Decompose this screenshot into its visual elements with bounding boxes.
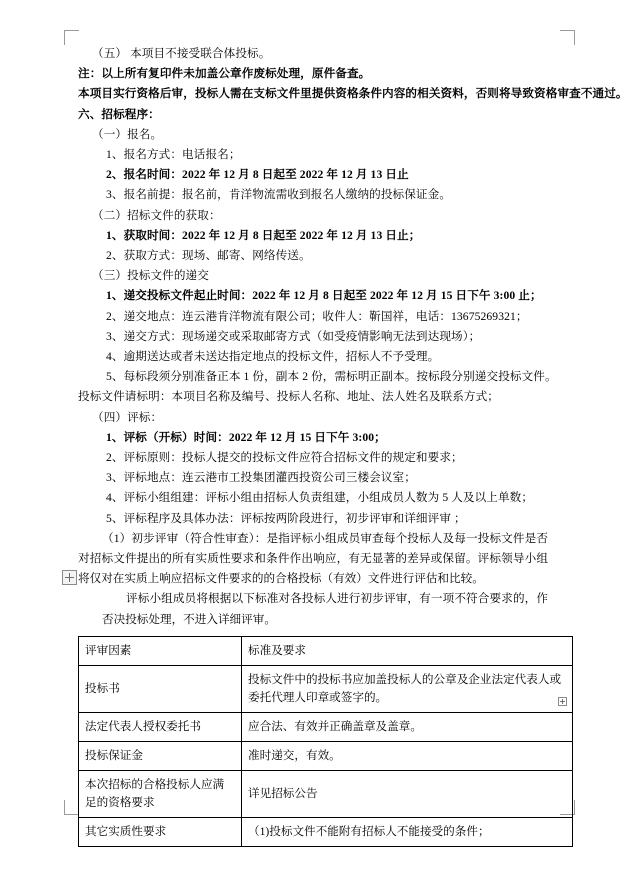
cell-requirement: 应合法、有效并正确盖章及盖章。 bbox=[242, 712, 573, 741]
paragraph: 本项目实行资格后审，投标人需在支标文件里提供资格条件内容的相关资料，否则将导致资格审查不通过。 bbox=[78, 87, 628, 101]
paragraph: 2、报名时间：2022 年 12 月 8 日起至 2022 年 12 月 13 日止 bbox=[106, 168, 409, 182]
crop-mark-top-right bbox=[560, 30, 575, 45]
cell-requirement: 详见招标公告 bbox=[242, 770, 573, 817]
paragraph: （一）报名。 bbox=[92, 127, 163, 141]
paragraph: 评标小组成员将根据以下标准对各投标人进行初步评审，有一项不符合要求的，作否决投标处理，不进入详细评审。 bbox=[102, 592, 548, 626]
paragraph: 3、报名前提：报名前，肯洋物流需收到报名人缴纳的投标保证金。 bbox=[106, 188, 452, 202]
evaluation-criteria-table bbox=[78, 636, 573, 847]
paragraph: 投标文件请标明：本项目名称及编号、投标人名称、地址、法人姓名及联系方式； bbox=[78, 390, 499, 404]
paragraph: 1、递交投标文件起止时间：2022 年 12 月 8 日起至 2022 年 12 月 15 日下午 3:00 止； bbox=[106, 289, 542, 303]
column-header-requirement: 标准及要求 bbox=[242, 636, 573, 665]
cell-factor: 本次招标的合格投标人应满足的资格要求 bbox=[79, 770, 242, 817]
paragraph: 1、获取时间：2022 年 12 月 8 日起至 2022 年 12 月 13 日止； bbox=[106, 228, 421, 242]
paragraph: （五） 本项目不接受联合体投标。 bbox=[92, 47, 271, 60]
crop-mark-bottom-left bbox=[64, 800, 79, 815]
paragraph: 2、递交地点：连云港肯洋物流有限公司；收件人：靳国祥，电话：13675269321； bbox=[106, 309, 528, 323]
cell-factor: 投标书 bbox=[79, 665, 242, 712]
move-handle-icon[interactable] bbox=[62, 570, 77, 585]
paragraph: 5、评标程序及具体办法：评标按两阶段进行，初步评审和详细评审 ； bbox=[106, 511, 466, 525]
paragraph: 1、评标（开标）时间：2022 年 12 月 15 日下午 3:00； bbox=[106, 430, 386, 444]
paragraph: 5、每标段须分别准备正本 1 份，副本 2 份，需标明正副本。按标段分别递交投标文件。 bbox=[106, 370, 557, 384]
cell-factor: 投标保证金 bbox=[79, 741, 242, 770]
paragraph: 2、评标原则：投标人提交的投标文件应符合招标文件的规定和要求； bbox=[106, 451, 463, 465]
paragraph: （1）初步评审（符合性审查）：是指评标小组成员审查每个投标人及每一投标文件是否对招标文件提出的所有实质性要求和条件作出响应，有无显著的差异或保留。评标领导小组将仅对在实质上响应招标文件要求的的合格投标（有效）文件进行评估和比较。 bbox=[78, 531, 548, 586]
section-heading: 六、招标程序： bbox=[78, 107, 160, 121]
column-header-factor: 评审因素 bbox=[79, 636, 242, 665]
cell-factor: 其它实质性要求 bbox=[79, 817, 242, 846]
cell-factor: 法定代表人授权委托书 bbox=[79, 712, 242, 741]
table-row bbox=[79, 770, 573, 817]
paragraph: 4、评标小组组建：评标小组由招标人负责组建，小组成员人数为 5 人及以上单数； bbox=[106, 491, 534, 505]
table-row bbox=[79, 741, 573, 770]
paragraph: 3、评标地点：连云港市工投集团灌西投资公司三楼会议室； bbox=[106, 471, 416, 485]
paragraph: 注：以上所有复印件未加盖公章作废标处理，原件备查。 bbox=[78, 67, 371, 81]
cell-requirement: 投标文件中的投标书应加盖投标人的公章及企业法定代表人或委托代理人印章或签字的。 bbox=[242, 665, 573, 712]
table-row bbox=[79, 817, 573, 846]
cell-requirement: 准时递交，有效。 bbox=[242, 741, 573, 770]
paragraph: （三）投标文件的递交 bbox=[92, 269, 209, 283]
crop-mark-top-left bbox=[64, 30, 79, 45]
paragraph: 4、逾期送达或者未送达指定地点的投标文件，招标人不予受理。 bbox=[106, 350, 440, 364]
table-row bbox=[79, 665, 573, 712]
cell-requirement: （1)投标文件不能附有招标人不能接受的条件； bbox=[242, 817, 573, 846]
paragraph: 3、递交方式：现场递交或采取邮寄方式（如受疫情影响无法到达现场）； bbox=[106, 329, 481, 343]
paragraph: 1、报名方式：电话报名； bbox=[106, 148, 241, 162]
table-row bbox=[79, 712, 573, 741]
table-header-row bbox=[79, 636, 573, 665]
document-body bbox=[78, 44, 628, 847]
paragraph: 2、获取方式：现场、邮寄、网络传送。 bbox=[106, 249, 311, 263]
paragraph: （二）招标文件的获取： bbox=[92, 208, 221, 222]
paragraph: （四）评标： bbox=[92, 410, 163, 424]
